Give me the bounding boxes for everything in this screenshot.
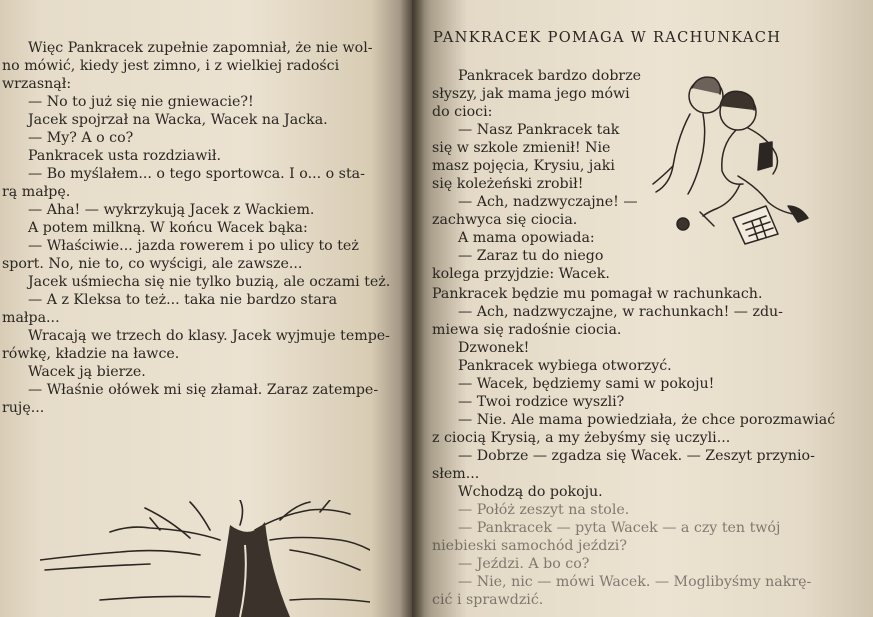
right-line: masz pojęcia, Krysiu, jaki [432, 158, 615, 174]
right-line: Pankracek wybiega otworzyć. [458, 358, 672, 374]
left-line: — No to już się nie gniewacie?! [28, 94, 254, 110]
right-line: cić i sprawdzić. [432, 592, 544, 608]
left-line: — A z Kleksa to też... taka nie bardzo stara [28, 292, 338, 308]
left-line: — Aha! — wykrzykują Jacek z Wackiem. [28, 202, 315, 218]
left-line: — Właściwie... jazda rowerem i po ulicy to też [28, 238, 359, 254]
right-line: — Twoi rodzice wyszli? [458, 394, 625, 410]
left-line: Jacek spojrzał na Wacka, Wacek na Jacka. [28, 112, 328, 128]
right-line: się koleżeński zrobił! [432, 176, 584, 192]
boys-illustration [648, 66, 814, 246]
left-line: — Właśnie ołówek mi się złamał. Zaraz zatempe- [28, 382, 379, 398]
left-line: rówkę, kładzie na ławce. [2, 346, 180, 362]
left-line: wrzasnął: [2, 76, 72, 92]
tree-illustration [40, 500, 370, 617]
right-line: słem... [432, 466, 480, 482]
left-line: Więc Pankracek zupełnie zapomniał, że nie wol- [28, 40, 373, 56]
left-line: A potem milkną. W końcu Wacek bąka: [28, 220, 308, 236]
right-line: — Nasz Pankracek tak [458, 122, 620, 138]
left-line: małpa... [2, 310, 60, 326]
right-line: Pankracek będzie mu pomagał w rachunkach. [432, 286, 763, 302]
right-line: — Ach, nadzwyczajne, w rachunkach! — zdu- [458, 304, 783, 320]
right-line: — Jeździ. A bo co? [458, 556, 590, 572]
left-line: rą małpę. [2, 184, 71, 200]
right-line: niebieski samochód jeździ? [432, 538, 627, 554]
right-line: Dzwonek! [458, 340, 530, 356]
left-line: — Bo myślałem... o tego sportowca. I o... o sta- [28, 166, 365, 182]
right-line: — Wacek, będziemy sami w pokoju! [458, 376, 715, 392]
left-line: Jacek uśmiecha się nie tylko buzią, ale oczami też. [28, 274, 391, 290]
right-line: — Zaraz tu do niego [458, 248, 604, 264]
left-line: Pankracek usta rozdziawił. [28, 148, 222, 164]
right-line: kolega przyjdzie: Wacek. [432, 266, 610, 282]
book-gutter [400, 0, 424, 617]
left-line: ruję... [2, 400, 45, 416]
right-line: — Dobrze — zgadza się Wacek. — Zeszyt przynio- [458, 448, 815, 464]
right-line: — Nie. Ale mama powiedziała, że chce porozmawiać [458, 412, 836, 428]
left-line: Wacek ją bierze. [28, 364, 146, 380]
right-line: — Połóż zeszyt na stole. [458, 502, 630, 518]
chapter-heading: PANKRACEK POMAGA W RACHUNKACH [433, 29, 782, 46]
right-line: A mama opowiada: [458, 230, 595, 246]
right-line: — Pankracek — pyta Wacek — a czy ten twój [458, 520, 781, 536]
left-line: — My? A o co? [28, 130, 134, 146]
right-line: zachwyca się ciocia. [432, 212, 578, 228]
right-line: z ciocią Krysią, a my żebyśmy się uczyli... [432, 430, 731, 446]
right-line: słyszy, jak mama jego mówi [432, 86, 630, 102]
right-line: — Nie, nic — mówi Wacek. — Moglibyśmy nakrę- [458, 574, 812, 590]
left-line: Wracają we trzech do klasy. Jacek wyjmuje tempe- [28, 328, 390, 344]
right-line: miewa się radośnie ciocia. [432, 322, 622, 338]
right-line: do cioci: [432, 104, 493, 120]
right-line: Wchodzą do pokoju. [458, 484, 603, 500]
right-line: — Ach, nadzwyczajne! — [458, 194, 638, 210]
left-line: sport. No, nie to, co wyścigi, ale zawsze... [2, 256, 303, 272]
left-page [0, 0, 412, 617]
left-line: no mówić, kiedy jest zimno, i z wielkiej radości [2, 58, 340, 74]
right-line: Pankracek bardzo dobrze [458, 68, 642, 84]
right-line: się w szkole zmienił! Nie [432, 140, 611, 156]
